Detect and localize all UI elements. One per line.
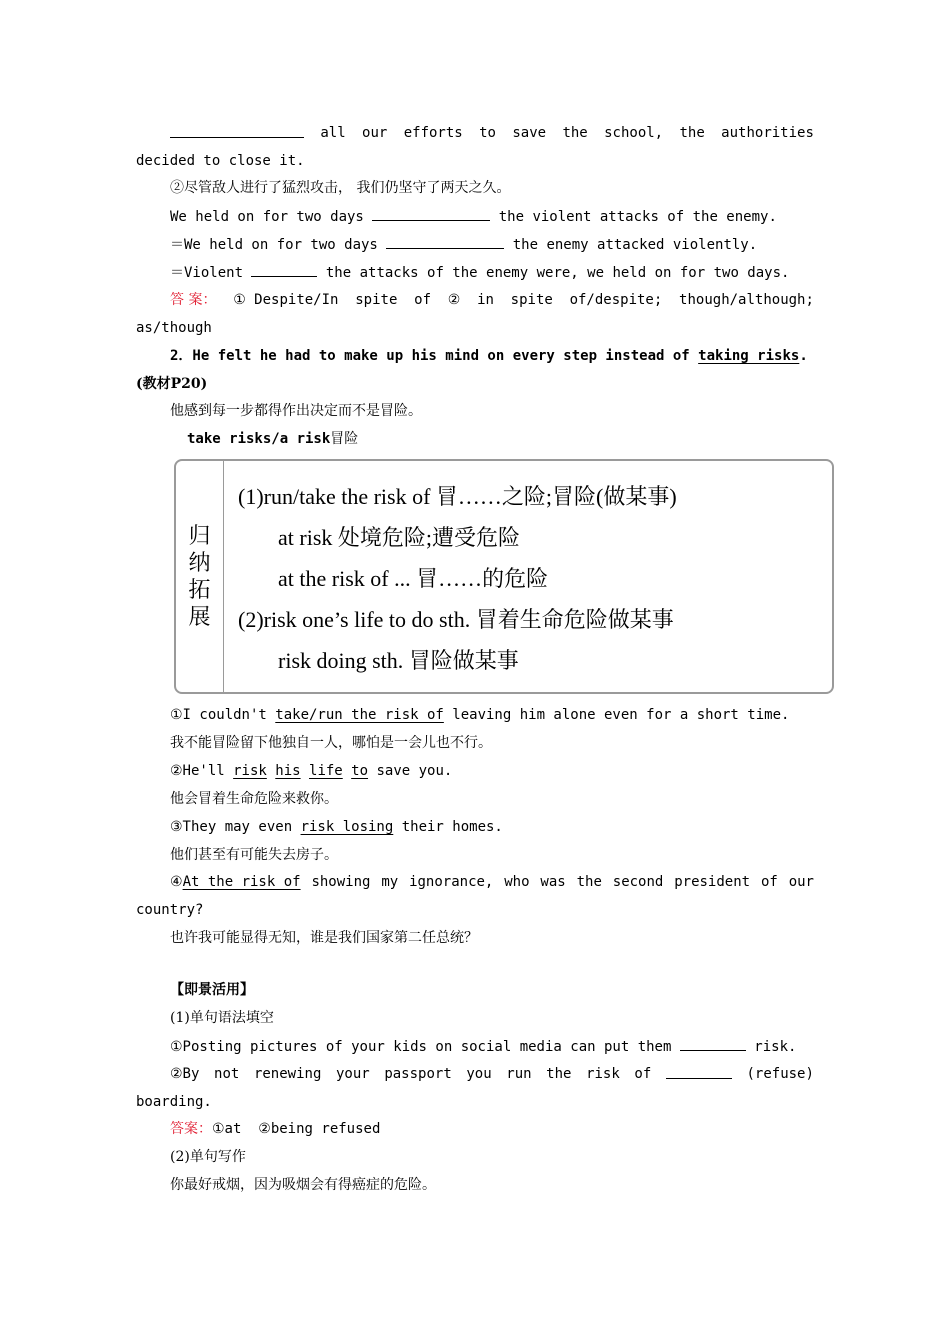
answer-line: 答案：①at ②being refused [170,1121,381,1137]
answer-line: as/though [136,320,212,336]
text-line: all our efforts to save the school, the authorities [170,123,814,143]
summary-line: (2)risk one’s life to do sth. 冒着生命危险做某事 [238,607,674,632]
translation: 他感到每一步都得作出决定而不是冒险。 [170,403,422,419]
example-sentence: ①I couldn't take/run the risk of leaving him alone even for a short time. [170,707,790,723]
section-title: 【即景活用】 [170,982,254,998]
chinese-prompt: ②尽管敌人进行了猛烈攻击， 我们仍坚守了两天之久。 [170,180,511,196]
text-line: ＝We held on for two days the enemy attacked violently. [170,234,757,255]
exercise-item: ①Posting pictures of your kids on social media can put them risk. [170,1036,796,1057]
answer-blank [251,262,317,277]
translation: 我不能冒险留下他独自一人，哪怕是一会儿也不行。 [170,735,492,751]
translation: 他们甚至有可能失去房子。 [170,847,338,863]
answer-blank [372,206,490,221]
example-sentence: ③They may even risk losing their homes. [170,819,503,835]
answer-blank [666,1064,732,1079]
answer-blank [680,1036,746,1051]
exercise-title: (1)单句语法填空 [170,1010,274,1026]
answer-blank [170,123,304,138]
summary-box-label: 归纳拓展 [176,461,224,692]
answer-line: 答 案： ① Despite/In spite of ② in spite of/despite; though/although; [170,292,814,308]
summary-line: at the risk of ... 冒……的危险 [278,566,549,591]
translation: 他会冒着生命危险来救你。 [170,791,338,807]
translation: 也许我可能显得无知，谁是我们国家第二任总统？ [170,930,478,946]
summary-box [174,459,834,694]
exercise-item: boarding. [136,1094,212,1110]
exercise-title: (2)单句写作 [170,1149,246,1165]
source-ref: (教材P20) [136,376,208,392]
exercise-item: ②By not renewing your passport you run the risk of (refuse) [170,1066,814,1082]
summary-line: at risk 处境危险;遭受危险 [278,525,520,550]
phrase-heading: take risks/a risk冒险 [187,431,359,447]
answer-blank [386,234,504,249]
exercise-item: 你最好戒烟，因为吸烟会有得癌症的危险。 [170,1177,436,1193]
example-sentence: country? [136,902,204,918]
question-heading: 2．He felt he had to make up his mind on every step instead of taking risks. [170,348,808,364]
text-line: We held on for two days the violent attacks of the enemy. [170,206,777,227]
example-sentence: ④At the risk of showing my ignorance, who was the second president of our [170,874,814,890]
text-line: ＝Violent the attacks of the enemy were, we held on for two days. [170,262,789,283]
example-sentence: ②He'll risk his life to save you. [170,763,453,779]
text-line: decided to close it. [136,153,305,169]
summary-line: (1)run/take the risk of 冒……之险;冒险(做某事) [238,484,677,509]
summary-line: risk doing sth. 冒险做某事 [278,648,519,673]
